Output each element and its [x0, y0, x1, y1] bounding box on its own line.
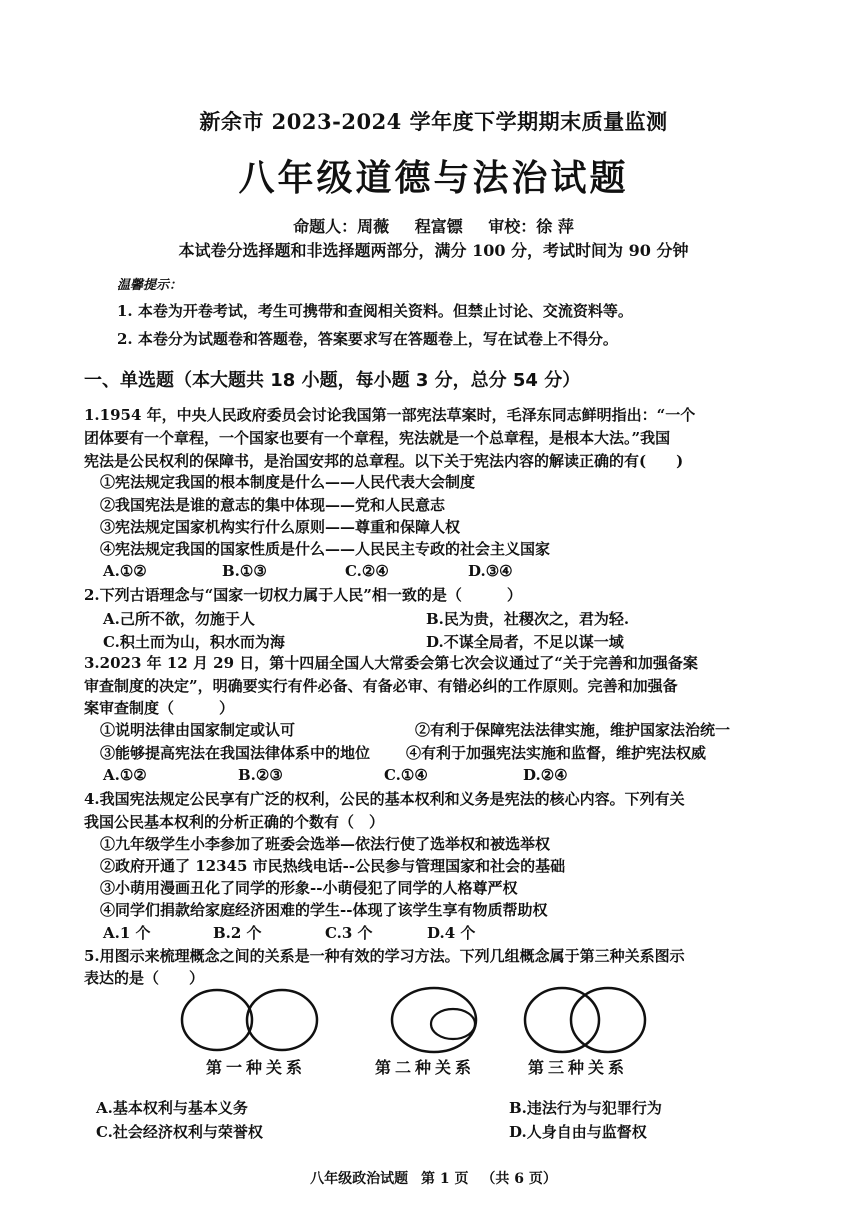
question-1-line: 团体要有一个章程，一个国家也要有一个章程，宪法就是一个总章程，是根本大法。”我国	[84, 429, 671, 447]
diagram-1-circle-right	[247, 990, 317, 1050]
question-5-option-b: B.违法行为与犯罪行为	[509, 1099, 662, 1117]
question-5-option-c: C.社会经济权利与荣誉权	[96, 1123, 263, 1141]
question-4-line: 4.我国宪法规定公民享有广泛的权利，公民的基本权利和义务是宪法的核心内容。下列有关	[84, 790, 685, 808]
author-primary: 命题人：周薇	[293, 217, 390, 236]
diagram-3-circle-right	[571, 988, 645, 1052]
question-4-statement: ①九年级学生小李参加了班委会选举—依法行使了选举权和被选举权	[100, 835, 551, 853]
question-1-statement: ①宪法规定我国的根本制度是什么——人民代表大会制度	[100, 473, 476, 491]
question-1-line: 宪法是公民权利的保障书，是治国安邦的总章程。以下关于宪法内容的解读正确的有( )	[84, 452, 684, 470]
question-5-option-a: A.基本权利与基本义务	[96, 1099, 248, 1117]
question-4-option-d: D.4 个	[427, 924, 476, 942]
question-3-option-b: B.②③	[238, 766, 283, 784]
footer-page-total: （共 6 页）	[481, 1171, 557, 1187]
paper-title: 八年级道德与法治试题	[238, 158, 629, 199]
question-3-option-d: D.②④	[523, 766, 568, 784]
question-4-line: 我国公民基本权利的分析正确的个数有（ ）	[84, 813, 385, 831]
diagram-label-3: 第三种关系	[528, 1058, 629, 1077]
question-4-option-b: B.2 个	[213, 924, 262, 942]
question-4-option-a: A.1 个	[103, 924, 151, 942]
question-5-option-d: D.人身自由与监督权	[509, 1123, 647, 1141]
tip-item: 1. 本卷为开卷考试，考生可携带和查阅相关资料。但禁止讨论、交流资料等。	[117, 302, 633, 320]
question-3-statement: ①说明法律由国家制定或认可	[100, 721, 296, 739]
question-3-line: 3.2023 年 12 月 29 日，第十四届全国人大常委会第七次会议通过了“关于完善和加强备案	[84, 654, 698, 672]
question-3-option-a: A.①②	[103, 766, 147, 784]
question-5-line: 表达的是（ ）	[84, 969, 205, 987]
question-3-statement: ④有利于加强宪法实施和监督，维护宪法权威	[406, 744, 707, 762]
question-3-statement: ③能够提高宪法在我国法律体系中的地位	[100, 744, 371, 762]
question-3-option-c: C.①④	[384, 766, 428, 784]
question-2-option-d: D.不谋全局者，不足以谋一域	[426, 633, 624, 651]
footer-title: 八年级政治试题	[310, 1171, 409, 1187]
reviewer: 审校：徐 萍	[488, 217, 574, 236]
question-1-statement: ④宪法规定我国的国家性质是什么——人民民主专政的社会主义国家	[100, 540, 551, 558]
question-1-statement: ③宪法规定国家机构实行什么原则——尊重和保障人权	[100, 518, 461, 536]
question-3-line: 案审查制度（ ）	[84, 699, 235, 717]
diagram-label-1: 第一种关系	[206, 1058, 307, 1077]
tip-item: 2. 本卷分为试题卷和答题卷，答案要求写在答题卷上，写在试卷上不得分。	[117, 330, 618, 348]
question-1-option-d: D.③④	[468, 562, 513, 580]
question-2-line: 2.下列古语理念与“国家一切权力属于人民”相一致的是（ ）	[84, 586, 522, 604]
question-1-option-c: C.②④	[345, 562, 389, 580]
question-3-statement: ②有利于保障宪法法律实施，维护国家法治统一	[415, 721, 731, 739]
diagram-1-circle-left	[182, 990, 252, 1050]
question-5-line: 5.用图示来梳理概念之间的关系是一种有效的学习方法。下列几组概念属于第三种关系图示	[84, 947, 685, 965]
authors-line	[0, 214, 867, 237]
diagram-2-circle-outer	[392, 988, 476, 1052]
question-4-statement: ③小萌用漫画丑化了同学的形象--小萌侵犯了同学的人格尊严权	[100, 879, 518, 897]
diagram-2-circle-inner	[431, 1009, 475, 1039]
question-3-line: 审查制度的决定”，明确要实行有件必备、有备必审、有错必纠的工作原则。完善和加强备	[84, 677, 678, 695]
question-4-option-c: C.3 个	[325, 924, 373, 942]
question-1-line: 1.1954 年，中央人民政府委员会讨论我国第一部宪法草案时，毛泽东同志鲜明指出：“一个	[84, 406, 696, 424]
exam-info: 本试卷分选择题和非选择题两部分，满分 100 分，考试时间为 90 分钟	[178, 241, 689, 260]
author-secondary: 程富镖	[414, 217, 463, 236]
question-1-option-b: B.①③	[222, 562, 267, 580]
question-2-option-c: C.积土而为山，积水而为海	[103, 633, 285, 651]
tips-heading: 温馨提示：	[117, 278, 183, 293]
question-2-option-b: B.民为贵，社稷次之，君为轻.	[426, 610, 630, 628]
page-footer	[0, 1168, 867, 1188]
diagram-3-circle-left	[525, 988, 599, 1052]
footer-page-number: 第 1 页	[421, 1171, 469, 1187]
question-1-option-a: A.①②	[103, 562, 147, 580]
diagram-label-2: 第二种关系	[375, 1058, 476, 1077]
section-heading: 一、单选题（本大题共 18 小题，每小题 3 分，总分 54 分）	[84, 370, 581, 391]
question-1-statement: ②我国宪法是谁的意志的集中体现——党和人民意志	[100, 496, 446, 514]
question-4-statement: ②政府开通了 12345 市民热线电话--公民参与管理国家和社会的基础	[100, 857, 566, 875]
exam-title: 新余市 2023-2024 学年度下学期期末质量监测	[199, 109, 668, 134]
question-2-option-a: A.己所不欲，勿施于人	[103, 610, 255, 628]
question-4-statement: ④同学们捐款给家庭经济困难的学生--体现了该学生享有物质帮助权	[100, 901, 548, 919]
